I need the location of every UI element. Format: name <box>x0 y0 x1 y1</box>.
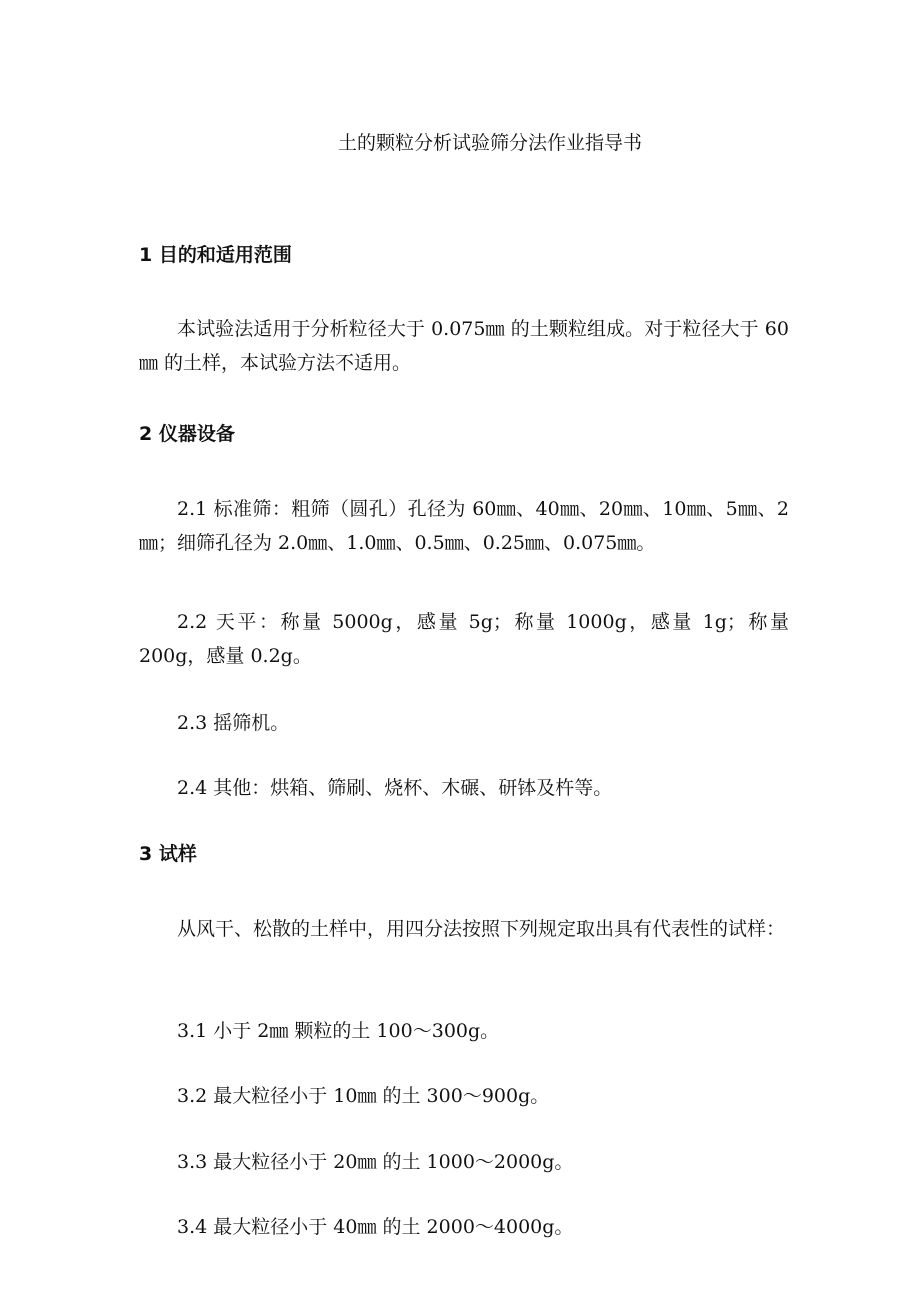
section-2-item-2-3: 2.3 摇筛机。 <box>177 712 290 734</box>
section-1-paragraph: 本试验法适用于分析粒径大于 0.075㎜ 的土颗粒组成。对于粒径大于 60㎜ 的土样，本试验方法不适用。 <box>139 318 789 374</box>
section-3-intro: 从风干、松散的土样中，用四分法按照下列规定取出具有代表性的试样： <box>177 918 786 940</box>
section-2-item-2-4: 2.4 其他：烘箱、筛刷、烧杯、木碾、研钵及杵等。 <box>177 777 613 799</box>
section-3-item-3-4: 3.4 最大粒径小于 40㎜ 的土 2000～4000g。 <box>177 1216 574 1238</box>
section-3-item-3-1: 3.1 小于 2㎜ 颗粒的土 100～300g。 <box>177 1020 500 1042</box>
section-heading-1: 1 目的和适用范围 <box>139 244 292 266</box>
section-3-item-3-2: 3.2 最大粒径小于 10㎜ 的土 300～900g。 <box>177 1085 550 1107</box>
section-heading-2: 2 仪器设备 <box>139 423 235 445</box>
section-3-item-3-3: 3.3 最大粒径小于 20㎜ 的土 1000～2000g。 <box>177 1151 574 1173</box>
section-2-item-2-2: 2.2 天平：称量 5000g，感量 5g；称量 1000g，感量 1g；称量 200g，感量 0.2g。 <box>139 611 789 667</box>
section-heading-3: 3 试样 <box>139 843 197 865</box>
document-title: 土的颗粒分析试验筛分法作业指导书 <box>337 132 642 154</box>
section-2-item-2-1: 2.1 标准筛：粗筛（圆孔）孔径为 60㎜、40㎜、20㎜、10㎜、5㎜、2㎜；细筛孔径为 2.0㎜、1.0㎜、0.5㎜、0.25㎜、0.075㎜。 <box>139 498 789 554</box>
